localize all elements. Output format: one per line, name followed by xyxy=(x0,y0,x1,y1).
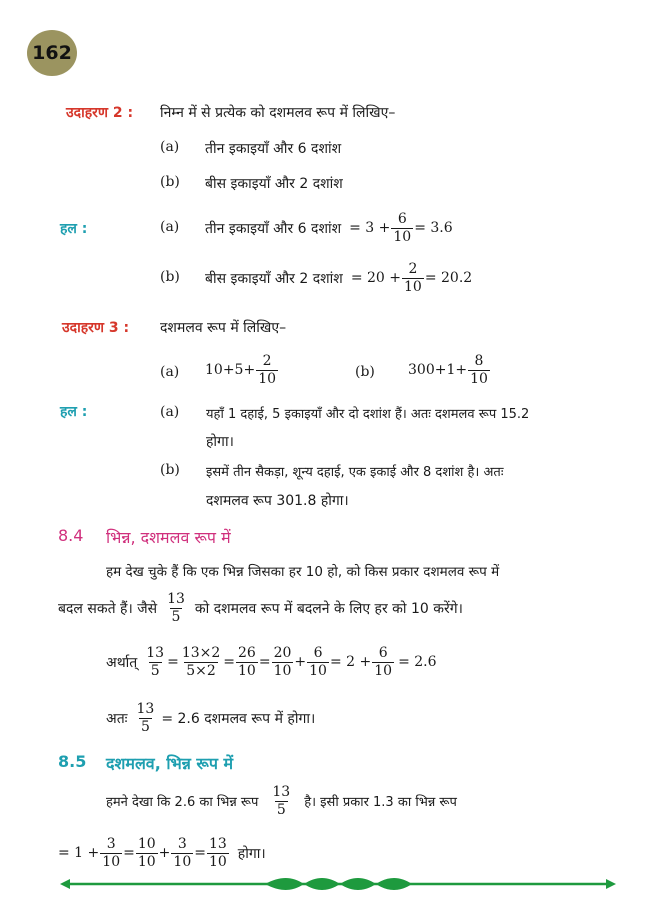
solution-2-a-fraction xyxy=(391,212,413,244)
fraction-denominator: 5 xyxy=(171,608,181,625)
solution-2-b-eq-tail: = 20.2 xyxy=(424,270,473,286)
solution-2-b-fraction xyxy=(402,262,424,294)
example-3-text: दशमलव रूप में लिखिए– xyxy=(160,320,287,336)
fraction-numerator: 13 xyxy=(136,700,155,717)
eq-fraction xyxy=(136,837,158,869)
solution-2-a-text: तीन इकाइयाँ और 6 दशांश xyxy=(205,220,342,237)
fraction-numerator: 3 xyxy=(177,835,187,852)
equals-sign: = xyxy=(194,845,206,861)
eq-tail: होगा। xyxy=(237,845,266,862)
fraction-denominator: 10 xyxy=(258,370,277,387)
fraction-denominator: 10 xyxy=(208,853,227,870)
fraction-numerator: 6 xyxy=(378,644,388,661)
equals-sign: = xyxy=(223,654,235,670)
eq-fraction xyxy=(307,646,329,678)
page-number: 162 xyxy=(32,42,72,64)
section-8-4-equation xyxy=(106,639,437,685)
solution-3-a-line-2: होगा। xyxy=(206,434,234,450)
example-3-a-tag: (a) xyxy=(160,364,180,380)
fraction-denominator: 5 xyxy=(276,801,286,818)
solution-3-a-tag: (a) xyxy=(160,404,180,420)
decorative-rule xyxy=(60,872,616,896)
section-8-5-para-line-1 xyxy=(106,778,457,824)
solution-2-label: हल : xyxy=(60,221,88,237)
eq-fraction xyxy=(144,646,166,678)
solution-3-b-tag: (b) xyxy=(160,462,180,478)
arthat-label: अर्थात् xyxy=(106,654,138,671)
solution-2-b-tag: (b) xyxy=(160,269,180,285)
section-8-4-number: 8.4 xyxy=(58,526,84,545)
fraction-numerator: 26 xyxy=(238,644,256,661)
example-3-label: उदाहरण 3 : xyxy=(62,320,130,336)
atah-label: अतः xyxy=(106,710,128,727)
solution-3-b-line-2: दशमलव रूप 301.8 होगा। xyxy=(206,493,349,509)
example-2-text: निम्न में से प्रत्येक को दशमलव रूप में लिखिए– xyxy=(160,105,396,121)
conclusion-tail: = 2.6 दशमलव रूप में होगा। xyxy=(161,710,316,727)
equals-sign: = xyxy=(258,654,271,670)
fraction-denominator: 5 xyxy=(150,662,160,679)
example-3-a-expr: 10+5+ xyxy=(205,362,256,378)
para-tail: को दशमलव रूप में बदलने के लिए हर को 10 करेंगे। xyxy=(194,600,463,617)
eq-fraction xyxy=(207,837,229,869)
solution-3-b-line-1: इसमें तीन सैकड़ा, शून्य दहाई, एक इकाई और 8 दशांश है। अतः xyxy=(206,465,504,480)
para-lead: बदल सकते हैं। जैसे xyxy=(58,600,158,617)
para-lead: हमने देखा कि 2.6 का भिन्न रूप xyxy=(106,795,259,810)
fraction-numerator: 10 xyxy=(137,835,156,852)
eq-fraction xyxy=(180,646,222,678)
fraction-numerator: 20 xyxy=(273,644,292,661)
arrow-left-icon xyxy=(60,879,70,889)
solution-3-a-line-1: यहाँ 1 दहाई, 5 इकाइयाँ और दो दशांश हैं। अतः दशमलव रूप 15.2 xyxy=(206,407,530,422)
eq-mid: = 2 + xyxy=(329,654,372,670)
example-2-label: उदाहरण 2 : xyxy=(66,105,134,121)
equals-sign: = xyxy=(123,845,135,861)
solution-2-a-line xyxy=(205,209,453,247)
ornament-icon xyxy=(265,878,412,890)
fraction-denominator: 10 xyxy=(238,662,256,679)
example-3-a-expression xyxy=(205,350,279,390)
example-3-b-fraction xyxy=(468,354,490,386)
fraction-numerator: 6 xyxy=(397,210,407,227)
plus-sign: + xyxy=(158,845,171,861)
fraction-denominator: 10 xyxy=(470,370,488,387)
fraction-denominator: 10 xyxy=(173,853,192,870)
arrow-right-icon xyxy=(606,879,616,889)
eq-fraction xyxy=(100,837,122,869)
example-2-b-tag: (b) xyxy=(160,174,180,190)
fraction-numerator: 13 xyxy=(146,644,165,661)
section-8-4-conclusion xyxy=(106,695,315,741)
fraction-denominator: 10 xyxy=(273,662,292,679)
example-2-a-text: तीन इकाइयाँ और 6 दशांश xyxy=(205,141,342,157)
fraction-numerator: 13 xyxy=(167,590,185,607)
solution-2-b-text: बीस इकाइयाँ और 2 दशांश xyxy=(205,270,343,287)
plus-sign: + xyxy=(294,654,307,670)
solution-2-b-line xyxy=(205,259,472,297)
fraction-denominator: 10 xyxy=(137,853,156,870)
fraction-numerator: 2 xyxy=(262,352,272,369)
para-tail: है। इसी प्रकार 1.3 का भिन्न रूप xyxy=(304,795,457,810)
example-2-b-text: बीस इकाइयाँ और 2 दशांश xyxy=(205,176,343,192)
solution-3-label: हल : xyxy=(60,404,88,420)
conclusion-fraction xyxy=(135,702,157,734)
example-2-a-tag: (a) xyxy=(160,139,180,155)
section-8-5-number: 8.5 xyxy=(58,752,87,771)
section-8-5-title: दशमलव, भिन्न रूप में xyxy=(106,754,234,773)
eq-fraction xyxy=(272,646,294,678)
example-3-b-tag: (b) xyxy=(355,364,375,380)
eq-fraction xyxy=(171,837,193,869)
solution-2-a-eq-tail: = 3.6 xyxy=(414,220,453,236)
fraction-denominator: 10 xyxy=(374,662,393,679)
eq-fraction xyxy=(372,646,394,678)
eq-tail: = 2.6 xyxy=(398,654,437,670)
section-8-4-para-line-1: हम देख चुके हैं कि एक भिन्न जिसका हर 10 हो, को किस प्रकार दशमलव रूप में xyxy=(106,564,500,580)
fraction-numerator: 13 xyxy=(208,835,227,852)
section-8-5-fraction xyxy=(270,785,292,817)
solution-2-b-eq-lead: = 20 + xyxy=(350,270,401,286)
fraction-denominator: 10 xyxy=(393,228,412,245)
fraction-numerator: 2 xyxy=(408,260,418,277)
solution-2-a-eq-lead: = 3 + xyxy=(349,220,391,236)
fraction-denominator: 10 xyxy=(102,853,121,870)
eq-fraction xyxy=(236,646,258,678)
example-3-a-fraction xyxy=(256,354,278,386)
eq-lead: = 1 + xyxy=(58,845,100,861)
section-8-5-equation xyxy=(58,830,266,876)
fraction-denominator: 10 xyxy=(404,278,422,295)
fraction-numerator: 8 xyxy=(474,352,484,369)
solution-2-a-tag: (a) xyxy=(160,219,180,235)
section-8-4-fraction xyxy=(165,592,187,624)
fraction-numerator: 13×2 xyxy=(181,644,221,661)
page-number-badge xyxy=(27,30,77,76)
fraction-numerator: 6 xyxy=(313,644,323,661)
fraction-numerator: 3 xyxy=(106,835,116,852)
example-3-b-expression xyxy=(408,350,491,390)
fraction-denominator: 10 xyxy=(309,662,327,679)
section-8-4-para-line-2 xyxy=(58,585,463,631)
section-8-4-title: भिन्न, दशमलव रूप में xyxy=(106,528,231,547)
fraction-numerator: 13 xyxy=(272,783,291,800)
fraction-denominator: 5×2 xyxy=(186,662,216,679)
equals-sign: = xyxy=(167,654,179,670)
example-3-b-expr: 300+1+ xyxy=(408,362,468,378)
fraction-denominator: 5 xyxy=(140,718,150,735)
